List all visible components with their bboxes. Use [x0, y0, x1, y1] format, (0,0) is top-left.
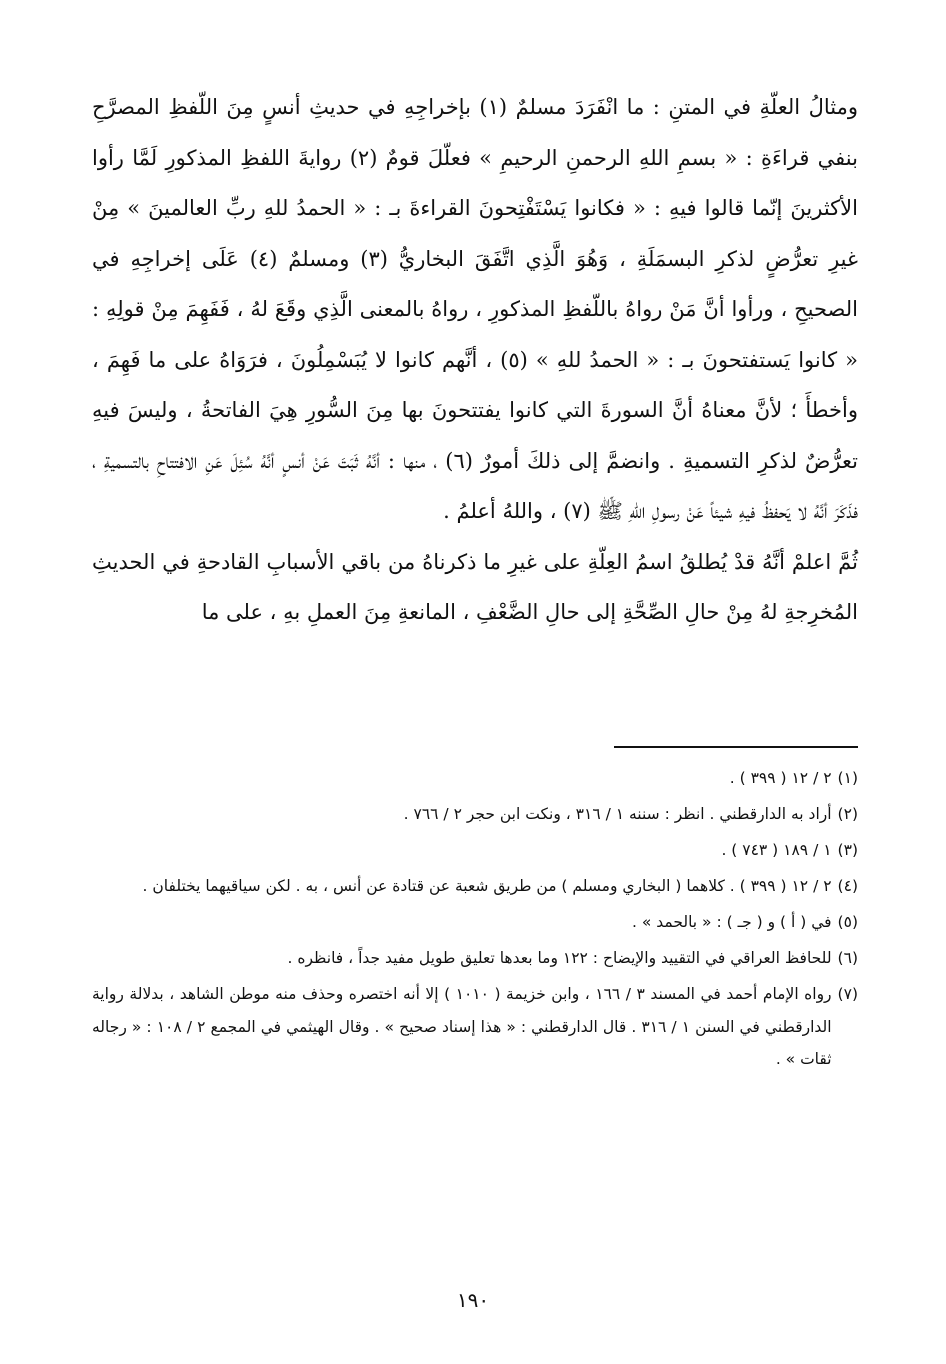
- footnotes-section: [92, 762, 858, 1079]
- footnote-1: [92, 762, 858, 795]
- footnote-number: (١): [837, 769, 858, 787]
- footnote-7: [92, 978, 858, 1076]
- main-text-body: [92, 82, 858, 638]
- footnote-number: (٤): [837, 877, 858, 895]
- footnote-number: (٧): [837, 985, 858, 1003]
- footnote-number: (٣): [837, 841, 858, 859]
- footnote-text: أراد به الدارقطني . انظر : سننه ١ / ٣١٦ ، ونكت ابن حجر ٢ / ٧٦٦ .: [403, 805, 832, 823]
- footnote-divider: [614, 746, 858, 748]
- footnote-text: في ( أ ) و ( جـ ) : « بالحمد » .: [632, 913, 832, 931]
- footnote-2: [92, 798, 858, 831]
- footnote-number: (٢): [837, 805, 858, 823]
- footnote-text: ٢ / ١٢ ( ٣٩٩ ) .: [729, 769, 832, 787]
- footnote-text: رواه الإمام أحمد في المسند ٣ / ١٦٦ ، وابن خزيمة ( ١٠١٠ ) إلا أنه اختصره وحذف منه موطن الشاهد ، بدلالة رواية الدارقطني في السنن ١ / ٣١٦ . قال الدارقطني : « هذا إسناد صحيح » . وقال الهيثمي في المجمع ٢ / ١٠٨ : « رجاله ثقات » .: [92, 985, 832, 1068]
- footnote-4: [92, 870, 858, 903]
- footnote-3: [92, 834, 858, 867]
- footnote-number: (٥): [837, 913, 858, 931]
- footnote-number: (٦): [837, 949, 858, 967]
- footnote-text: ١ / ١٨٩ ( ٧٤٣ ) .: [721, 841, 832, 859]
- footnote-text: ٢ / ١٢ ( ٣٩٩ ) . كلاهما ( البخاري ومسلم ) من طريق شعبة عن قتادة عن أنس ، به . لكن سياقيهما يختلفان .: [142, 877, 832, 895]
- footnote-5: [92, 906, 858, 939]
- paragraph-1: ومثالُ العلّةِ في المتنِ : ما انْفَرَدَ مسلمٌ (١) بإخراجِهِ في حديثِ أنسٍ مِنَ اللّفظِ المصرَّحِ بنفي قراءَةِ : « بسمِ اللهِ الرحمنِ الرحيمِ » فعلّلَ قومٌ (٢) روايةَ اللفظِ المذكورِ لَمَّا رأوا الأكثرينَ إنّما قالوا فيهِ : « فكانوا يَسْتَفْتِحونَ القراءةَ بـ : « الحمدُ للهِ ربِّ العالمينَ » مِنْ غيرِ تعرُّضٍ لذكرِ البسمَلَةِ ، وَهُوَ الَّذِي اتَّفَقَ البخاريُّ (٣) ومسلمٌ (٤) عَلَى إخراجِهِ في الصحيحِ ، ورأوا أنَّ مَنْ رواهُ باللّفظِ المذكورِ ، رواهُ بالمعنى الَّذِي وقَعَ لهُ ، فَفَهِمَ مِنْ قولِهِ : « كانوا يَستفتحونَ بـ : « الحمدُ للهِ » (٥) ، أنَّهم كانوا لا يُبَسْمِلُونَ ، فرَوَاهُ على ما فَهِمَ ، وأخطأَ ؛ لأنَّ معناهُ أنَّ السورةَ التي كانوا يفتتحونَ بها مِنَ السُّورِ هِيَ الفاتحةُ ، وليسَ فيهِ تعرُّضٌ لذكرِ التسميةِ . وانضمَّ إلى ذلكَ أمورٌ (٦) ، منها : أنَّهُ ثَبَتَ عَنْ أنسٍ أنَّهُ سُئِلَ عَنِ الافتتاحِ بالتسميةِ ، فذَكَرَ أنَّهُ لا يَحفظُ فيهِ شيئاً عَنْ رسولِ اللهِ ﷺ (٧) ، واللهُ أعلمُ .: [92, 95, 859, 523]
- footnote-text: للحافظ العراقي في التقييد والإيضاح : ١٢٢ وما بعدها تعليق طويل مفيد جداً ، فانظره .: [287, 949, 832, 967]
- page-number: ١٩٠: [456, 1288, 490, 1312]
- footnote-6: [92, 942, 858, 975]
- paragraph-2: ثُمَّ اعلمْ أنَّهُ قدْ يُطلقُ اسمُ العِلّةِ على غيرِ ما ذكرناهُ من باقي الأسبابِ القادحةِ في الحديثِ المُخرِجةِ لهُ مِنْ حالِ الصِّحَّةِ إلى حالِ الضَّعْفِ ، المانعةِ مِنَ العملِ بهِ ، على ما: [92, 549, 858, 624]
